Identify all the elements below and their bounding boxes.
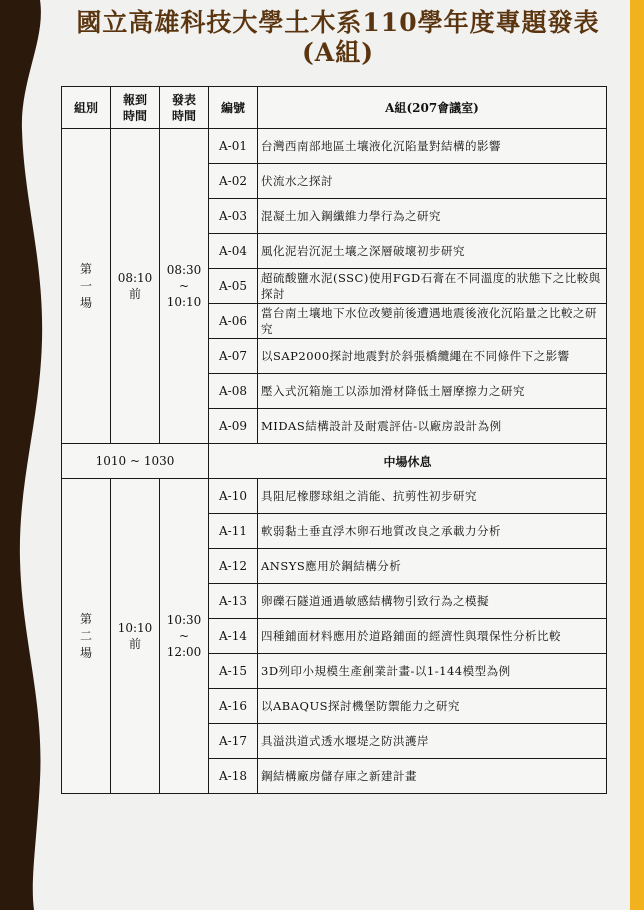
presentation-topic: 具阻尼橡膠球組之消能、抗剪性初步研究	[258, 479, 607, 514]
presentation-topic: 台灣西南部地區土壤液化沉陷量對結構的影響	[258, 129, 607, 164]
presentation-topic: 超硫酸鹽水泥(SSC)使用FGD石膏在不同溫度的狀態下之比較與探討	[258, 269, 607, 304]
presentation-code: A-13	[209, 584, 258, 619]
break-row	[62, 444, 607, 479]
presentation-code: A-09	[209, 409, 258, 444]
title-line-1: 國立高雄科技大學土木系110學年度專題發表	[76, 8, 600, 37]
header-present-time: 發表 時間	[160, 87, 209, 129]
title-line-2: (A組)	[301, 38, 375, 67]
presentation-topic: 以ABAQUS探討機堡防禦能力之研究	[258, 689, 607, 724]
page-title	[48, 8, 628, 68]
schedule-table	[61, 86, 607, 794]
header-topic: A組(207會議室)	[258, 87, 607, 129]
presentation-code: A-02	[209, 164, 258, 199]
presentation-topic: 鋼結構廠房儲存庫之新建計畫	[258, 759, 607, 794]
presentation-topic: 當台南土壤地下水位改變前後遭遇地震後液化沉陷量之比較之研究	[258, 304, 607, 339]
presentation-topic: 軟弱黏土垂直浮木卵石地質改良之承載力分析	[258, 514, 607, 549]
presentation-code: A-15	[209, 654, 258, 689]
presentation-code: A-03	[209, 199, 258, 234]
presentation-topic: 四種鋪面材料應用於道路鋪面的經濟性與環保性分析比較	[258, 619, 607, 654]
header-code: 編號	[209, 87, 258, 129]
presentation-code: A-18	[209, 759, 258, 794]
session-present-time: 08:30 ~ 10:10	[160, 129, 209, 444]
presentation-code: A-12	[209, 549, 258, 584]
right-accent-bar	[630, 0, 644, 910]
presentation-topic: 3D列印小規模生產創業計畫-以1-144模型為例	[258, 654, 607, 689]
presentation-code: A-07	[209, 339, 258, 374]
presentation-code: A-16	[209, 689, 258, 724]
session-present-time: 10:30 ~ 12:00	[160, 479, 209, 794]
break-time: 1010 ~ 1030	[62, 444, 209, 479]
session-name: 第 二 場	[62, 479, 111, 794]
presentation-code: A-04	[209, 234, 258, 269]
session-name: 第 一 場	[62, 129, 111, 444]
presentation-topic: 伏流水之探討	[258, 164, 607, 199]
left-decorative-border	[0, 0, 60, 910]
presentation-code: A-10	[209, 479, 258, 514]
presentation-code: A-17	[209, 724, 258, 759]
presentation-code: A-11	[209, 514, 258, 549]
header-group: 組別	[62, 87, 111, 129]
session-checkin-time: 10:10 前	[111, 479, 160, 794]
presentation-topic: ANSYS應用於鋼結構分析	[258, 549, 607, 584]
table-header-row	[62, 87, 607, 129]
presentation-code: A-08	[209, 374, 258, 409]
presentation-topic: 具溢洪道式透水堰堤之防洪護岸	[258, 724, 607, 759]
presentation-code: A-14	[209, 619, 258, 654]
presentation-topic: 以SAP2000探討地震對於斜張橋纜繩在不同條件下之影響	[258, 339, 607, 374]
presentation-code: A-06	[209, 304, 258, 339]
presentation-topic: MIDAS結構設計及耐震評估-以廠房設計為例	[258, 409, 607, 444]
session-checkin-time: 08:10 前	[111, 129, 160, 444]
presentation-code: A-01	[209, 129, 258, 164]
presentation-topic: 混凝土加入鋼纖維力學行為之研究	[258, 199, 607, 234]
break-label: 中場休息	[209, 444, 607, 479]
table-row	[62, 479, 607, 514]
header-checkin-time: 報到 時間	[111, 87, 160, 129]
presentation-topic: 壓入式沉箱施工以添加滑材降低土層摩擦力之研究	[258, 374, 607, 409]
presentation-topic: 風化泥岩沉泥土壤之深層破壞初步研究	[258, 234, 607, 269]
presentation-topic: 卵礫石隧道通過敏感結構物引致行為之模擬	[258, 584, 607, 619]
table-row	[62, 129, 607, 164]
presentation-code: A-05	[209, 269, 258, 304]
